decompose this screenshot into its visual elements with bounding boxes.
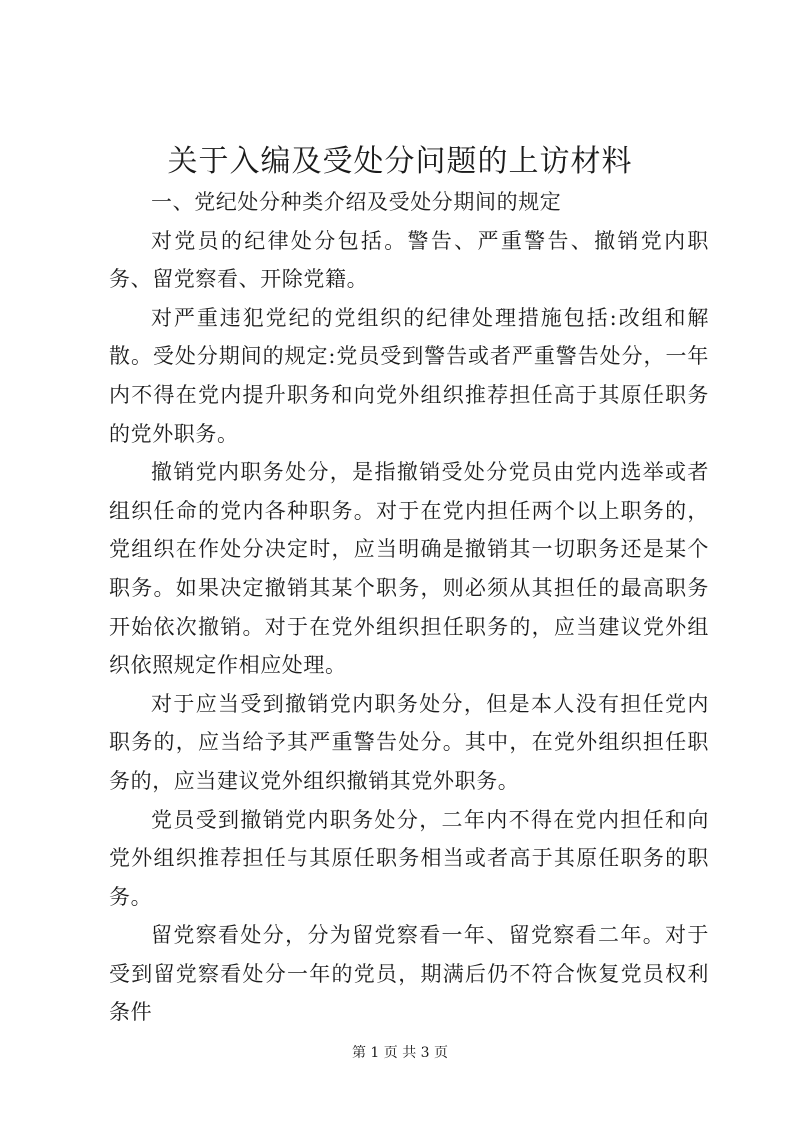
paragraph: 对严重违犯党纪的党组织的纪律处理措施包括:改组和解散。受处分期间的规定:党员受到警告或者严重警告处分，一年内不得在党内提升职务和向党外组织推荐担任高于其原任职务的党外职务。 <box>109 305 709 446</box>
page-number-footer: 第 1 页 共 3 页 <box>351 1045 449 1061</box>
document-title: 关于入编及受处分问题的上访材料 <box>167 144 633 179</box>
paragraph: 对党员的纪律处分包括。警告、严重警告、撤销党内职务、留党察看、开除党籍。 <box>109 228 709 292</box>
paragraph: 撤销党内职务处分，是指撤销受处分党员由党内选举或者组织任命的党内各种职务。对于在党内担任两个以上职务的，党组织在作处分决定时，应当明确是撤销其一切职务还是某个职务。如果决定撤销其某个职务，则必须从其担任的最高职务开始依次撤销。对于在党外组织担任职务的，应当建议党外组织依照规定作相应处理。 <box>109 460 709 678</box>
paragraph: 对于应当受到撤销党内职务处分，但是本人没有担任党内职务的，应当给予其严重警告处分。其中，在党外组织担任职务的，应当建议党外组织撤销其党外职务。 <box>109 691 709 793</box>
section-heading: 一、党纪处分种类介绍及受处分期间的规定 <box>151 190 562 214</box>
document-body <box>109 183 709 1032</box>
paragraph: 留党察看处分，分为留党察看一年、留党察看二年。对于受到留党察看处分一年的党员，期满后仍不符合恢复党员权利条件 <box>109 923 709 1025</box>
paragraph: 党员受到撤销党内职务处分，二年内不得在党内担任和向党外组织推荐担任与其原任职务相当或者高于其原任职务的职务。 <box>109 807 709 909</box>
